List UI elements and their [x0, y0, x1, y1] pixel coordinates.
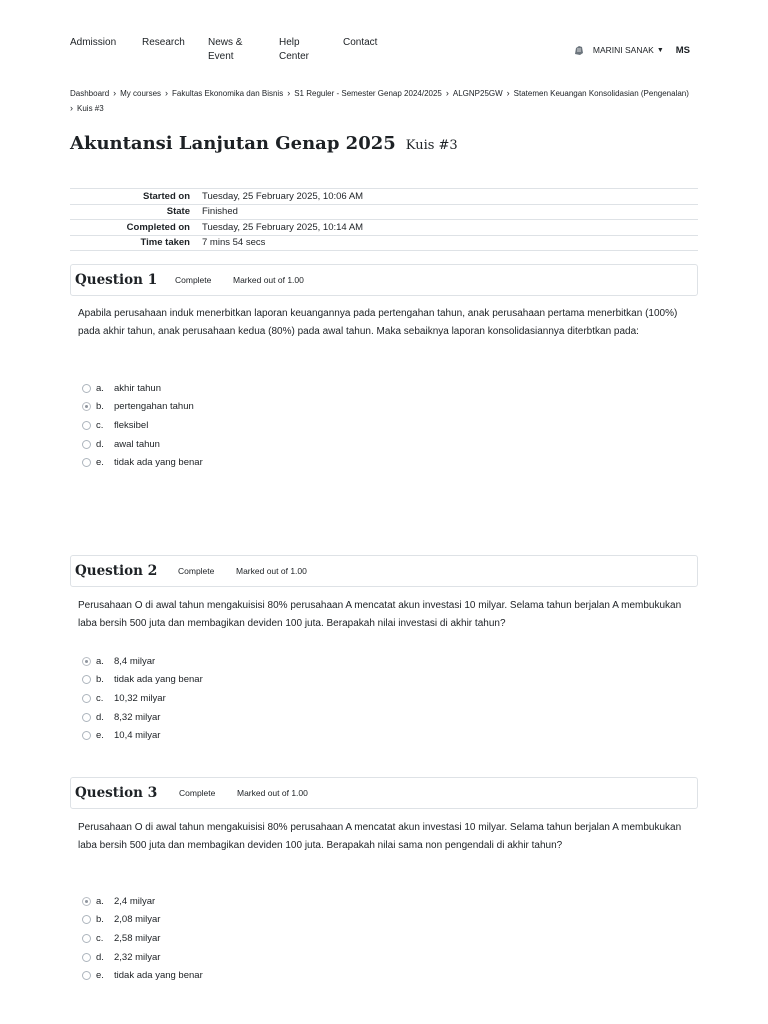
radio-button[interactable] — [82, 731, 91, 740]
radio-button[interactable] — [82, 915, 91, 924]
answer-option[interactable]: e. tidak ada yang benar — [82, 453, 382, 472]
question-2-answers — [82, 652, 382, 745]
user-name: MARINI SANAK — [592, 45, 654, 55]
answer-option[interactable]: a. 2,4 milyar — [82, 892, 382, 911]
question-state: Complete — [178, 566, 215, 576]
summary-value: 7 mins 54 secs — [202, 237, 266, 249]
breadcrumb-quiz[interactable]: Kuis #3 — [77, 104, 104, 113]
question-3-text: Perusahaan O di awal tahun mengakuisisi 80% perusahaan A mencatat akun investasi 10 milyar. Selama tahun berjalan A membukukan laba bersih 500 juta dan membagikan deviden 100 juta. Berapakah nilai sama non pengendali di akhir tahun? — [78, 822, 682, 851]
answer-option[interactable]: c. fleksibel — [82, 416, 382, 435]
quiz-name: Kuis #3 — [405, 138, 458, 153]
summary-value: Tuesday, 25 February 2025, 10:14 AM — [202, 221, 364, 233]
radio-button[interactable] — [82, 421, 91, 430]
breadcrumb-topic[interactable]: Statemen Keuangan Konsolidasian (Pengenalan) — [513, 89, 689, 98]
answer-option[interactable]: a. akhir tahun — [82, 379, 382, 398]
chevron-right-icon: › — [287, 88, 291, 98]
radio-button[interactable] — [82, 458, 91, 467]
question-mark: Marked out of 1.00 — [236, 566, 307, 576]
question-mark: Marked out of 1.00 — [237, 788, 308, 798]
question-2-header — [70, 555, 698, 587]
summary-value: Tuesday, 25 February 2025, 10:06 AM — [202, 190, 364, 202]
nav-research[interactable]: Research — [142, 37, 185, 48]
question-state: Complete — [175, 275, 212, 285]
answer-option[interactable]: c. 10,32 milyar — [82, 689, 382, 708]
radio-button-selected[interactable] — [82, 402, 91, 411]
radio-button[interactable] — [82, 675, 91, 684]
summary-label: Started on — [143, 190, 190, 202]
breadcrumb — [70, 86, 710, 116]
question-1-answers — [82, 379, 382, 472]
radio-button[interactable] — [82, 694, 91, 703]
radio-button[interactable] — [82, 934, 91, 943]
chevron-right-icon: › — [113, 88, 117, 98]
question-title: Question 3 — [75, 785, 158, 801]
breadcrumb-dashboard[interactable]: Dashboard — [70, 89, 110, 98]
chevron-right-icon: › — [165, 88, 169, 98]
answer-option[interactable]: d. awal tahun — [82, 435, 382, 454]
nav-news-event[interactable]: News & Event — [208, 37, 243, 62]
attempt-summary-table — [70, 188, 698, 251]
user-menu[interactable] — [573, 43, 690, 57]
summary-value: Finished — [202, 206, 238, 218]
caret-down-icon[interactable]: ▼ — [656, 46, 664, 54]
user-profile-icon — [573, 44, 585, 56]
question-2-text: Perusahaan O di awal tahun mengakuisisi 80% perusahaan A mencatat akun investasi 10 milyar. Selama tahun berjalan A membukukan laba bersih 500 juta dan membagikan deviden 100 juta. Berapakah nilai investasi di akhir tahun? — [78, 600, 682, 629]
summary-label: Completed on — [126, 221, 190, 233]
answer-option[interactable]: b. 2,08 milyar — [82, 911, 382, 930]
summary-label: Time taken — [140, 237, 190, 249]
top-navigation — [70, 36, 698, 70]
question-mark: Marked out of 1.00 — [233, 275, 304, 285]
question-title: Question 1 — [75, 272, 158, 288]
radio-button[interactable] — [82, 713, 91, 722]
answer-option[interactable]: d. 8,32 milyar — [82, 708, 382, 727]
answer-option[interactable]: c. 2,58 milyar — [82, 929, 382, 948]
question-3-answers — [82, 892, 382, 985]
question-1-text: Apabila perusahaan induk menerbitkan laporan keuangannya pada pertengahan tahun, anak perusahaan pertama menerbitkan (100%) pada akhir tahun, anak perusahaan kedua (80%) pada awal tahun. Maka sebaiknya laporan konsolidasiannya diterbtkan pada: — [78, 308, 678, 337]
answer-option[interactable]: b. tidak ada yang benar — [82, 671, 382, 690]
question-3-header — [70, 777, 698, 809]
answer-option[interactable]: a. 8,4 milyar — [82, 652, 382, 671]
question-title: Question 2 — [75, 563, 158, 579]
summary-row — [70, 235, 698, 251]
answer-option[interactable]: d. 2,32 milyar — [82, 948, 382, 967]
radio-button[interactable] — [82, 384, 91, 393]
summary-row — [70, 189, 698, 205]
radio-button-selected[interactable] — [82, 897, 91, 906]
nav-contact[interactable]: Contact — [343, 37, 378, 48]
radio-button[interactable] — [82, 971, 91, 980]
nav-help-center[interactable]: Help Center — [279, 37, 310, 62]
page-title: Akuntansi Lanjutan Genap 2025 — [70, 133, 396, 154]
breadcrumb-course-code[interactable]: ALGNP25GW — [452, 89, 503, 98]
answer-option[interactable]: e. tidak ada yang benar — [82, 966, 382, 985]
question-state: Complete — [179, 788, 216, 798]
nav-admission[interactable]: Admission — [70, 37, 117, 48]
answer-option[interactable]: e. 10,4 milyar — [82, 726, 382, 745]
chevron-right-icon: › — [506, 88, 510, 98]
breadcrumb-faculty[interactable]: Fakultas Ekonomika dan Bisnis — [172, 89, 284, 98]
question-1-header — [70, 264, 698, 296]
user-avatar-initials[interactable]: MS — [675, 44, 690, 56]
radio-button[interactable] — [82, 440, 91, 449]
chevron-right-icon: › — [70, 103, 73, 113]
radio-button-selected[interactable] — [82, 657, 91, 666]
radio-button[interactable] — [82, 953, 91, 962]
summary-row — [70, 204, 698, 220]
breadcrumb-my-courses[interactable]: My courses — [120, 89, 162, 98]
summary-row — [70, 220, 698, 236]
chevron-right-icon: › — [445, 88, 449, 98]
answer-option[interactable]: b. pertengahan tahun — [82, 398, 382, 417]
page-header — [70, 133, 458, 154]
breadcrumb-semester[interactable]: S1 Reguler - Semester Genap 2024/2025 — [294, 89, 442, 98]
summary-label: State — [166, 206, 190, 218]
